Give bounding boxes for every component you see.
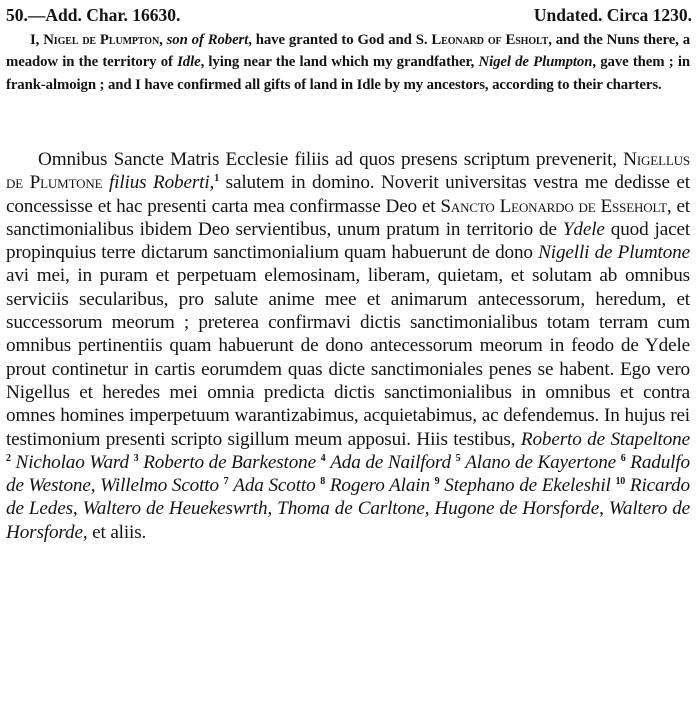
footnote-marker: 4 [320,452,326,464]
witness-name: Rogero Alain [329,475,430,497]
footnote-marker: 7 [223,476,229,488]
grantor-parentage: son of Robert [166,32,249,48]
witness-name: Thoma de Carltone [277,498,425,520]
witness-name: Stephano de Ekeleshil [444,475,611,497]
footnote-marker: 9 [434,476,440,488]
place-latin-name: Ydele [562,218,605,240]
footnote-marker: 1 [214,173,220,185]
witness-name: Ada de Nailford [330,451,451,473]
charter-reference: 50.—Add. Char. 16630. [6,5,181,25]
footnote-marker: 5 [455,452,461,464]
grantor-latin-name: Nigellus de Plumtone [6,149,690,194]
grandfather-name: Nigel de Plumpton [478,54,593,71]
witness-name: Nicholao Ward [15,451,129,473]
grandfather-latin-name: Nigelli de Plumtone [538,242,690,264]
witness-name: Roberto de Stapeltone [520,428,690,450]
witness-name: Radulfo de Westone [6,451,690,497]
place-name: Idle [177,54,201,71]
witness-name: Roberto de Barkestone [143,451,316,473]
witness-name: Waltero de Heuekeswrth [82,498,268,520]
witness-name: Waltero de Horsforde [6,498,691,543]
witness-name: Ada Scotto [233,475,316,497]
footnote-marker: 3 [133,452,139,464]
latin-charter-text: Omnibus Sancte Matris Ecclesie filiis ad quos presens scriptum prevenerit, Nigellus de Plumtone filius Roberti,$^1$ salutem in domino. Noverit universitas vestra me dedisse et concessisse et hac presenti carta mea confirmasse Deo et Sancto Leonardo de Esseholt, et sanctimonialibus ibidem Deo servientibus, unum pratum in territorio de Ydele quod jacet propinquius terre dictarum sanctimonialium quam habuerunt de dono Nigelli de Plumtone avi mei, in puram et perpetuam elemosinam, liberam, quietam, et solutam ab omnibus serviciis secularibus, pro salute anime mee et animarum antecessorum, heredum, et successorum meorum ; preterea confirmavi dictis sanctimonialibus totam terram cum omnibus pertinentiis quam habuerunt de dono antecessorum meorum in feodo de Ydele prout continetur in cartis eorumdem quas dicte sanctimoniales penes se habent. Ego vero Nigellus et heredes mei omnia predicta dictis sanctimonialibus in omnibus et contra omnes homines imperpetuum warantizabimus, acquietabimus, ac defendemus. In hujus rei testimonium presenti scripto sigillum meum apposui. Hiis testibus, Roberto de Stapeltone $^2$ Nicholao Ward $^3$ Roberto de Barkestone $^4$ Ada de Nailford $^5$ Alano de Kayertone $^6$ Radulfo de Westone, Willelmo Scotto $^7$ Ada Scotto $^8$ Rogero Alain $^9$ Stephano de Ekeleshil $^{10}$ Ricardo de Ledes, Waltero de Heuekeswrth, Thoma de Carltone, Hugone de Horsforde, Waltero de Horsforde, et aliis. [6,149,691,543]
saint-name: Leonard of Esholt [431,32,549,48]
charter-date: Undated. Circa 1230. [533,5,692,25]
footnote-marker: 8 [320,476,326,488]
footnote-marker: 10 [615,476,626,488]
witness-name: Hugone de Horsforde [434,498,600,520]
grantor-name: Nigel de Plumpton [43,32,160,48]
witness-name: Alano de Kayertone [465,451,617,473]
saint-latin-name: Sancto Leonardo de Esseholt [440,195,667,217]
footnote-marker: 2 [6,452,11,464]
witness-name: Willelmo Scotto [100,475,219,497]
charter-header [6,0,692,30]
footnote-marker: 6 [620,452,626,464]
witness-name: Ricardo de Ledes [6,475,690,520]
english-summary: I, Nigel de Plumpton, son of Robert, have granted to God and S. Leonard of Esholt, and the Nuns there, a meadow in the territory of Idle, lying near the land which my grandfather, Nigel de Plumpton, gave them ; in frank-almoign ; and I have confirmed all gifts of land in Idle by my ancestors, according to their charters. [6,32,690,93]
